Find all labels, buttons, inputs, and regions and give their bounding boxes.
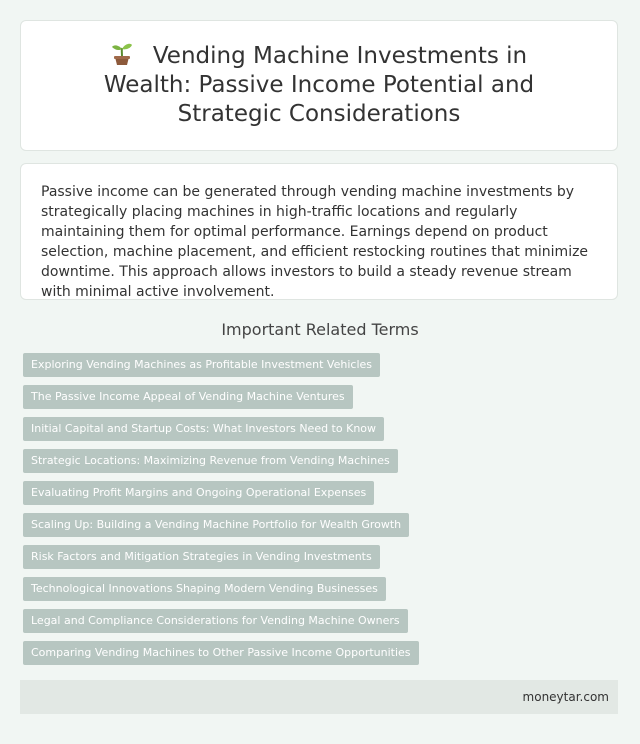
footer (20, 680, 618, 714)
list-item (23, 417, 419, 441)
title-text: Vending Machine Investments in Wealth: Passive Income Potential and Strategic Considerations (103, 43, 535, 127)
title-card (20, 20, 618, 151)
related-term-tag[interactable]: The Passive Income Appeal of Vending Machine Ventures (23, 385, 353, 409)
list-item (23, 481, 419, 505)
related-term-tag[interactable]: Initial Capital and Startup Costs: What Investors Need to Know (23, 417, 384, 441)
list-item (23, 545, 419, 569)
related-term-tag[interactable]: Risk Factors and Mitigation Strategies in Vending Investments (23, 545, 380, 569)
summary-card (20, 163, 618, 300)
related-terms-list (23, 353, 419, 673)
list-item (23, 385, 419, 409)
list-item (23, 609, 419, 633)
related-term-tag[interactable]: Strategic Locations: Maximizing Revenue from Vending Machines (23, 449, 398, 473)
related-term-tag[interactable]: Technological Innovations Shaping Modern Vending Businesses (23, 577, 386, 601)
footer-site-name: moneytar.com (522, 690, 609, 704)
related-term-tag[interactable]: Evaluating Profit Margins and Ongoing Operational Expenses (23, 481, 374, 505)
related-term-tag[interactable]: Legal and Compliance Considerations for Vending Machine Owners (23, 609, 408, 633)
list-item (23, 513, 419, 537)
list-item (23, 449, 419, 473)
summary-text: Passive income can be generated through vending machine investments by strategically placing machines in high-traffic locations and regularly maintaining them for optimal performance. Earnings depend on product selection, machine placement, and efficient restocking routines that minimize downtime. This approach allows investors to build a steady revenue stream with minimal active involvement. (41, 184, 589, 300)
page-title (69, 42, 569, 129)
list-item (23, 577, 419, 601)
list-item (23, 641, 419, 665)
related-terms-heading: Important Related Terms (221, 320, 419, 339)
related-term-tag[interactable]: Scaling Up: Building a Vending Machine Portfolio for Wealth Growth (23, 513, 409, 537)
related-term-tag[interactable]: Exploring Vending Machines as Profitable Investment Vehicles (23, 353, 380, 377)
related-term-tag[interactable]: Comparing Vending Machines to Other Passive Income Opportunities (23, 641, 419, 665)
list-item (23, 353, 419, 377)
sprout-icon (111, 42, 133, 66)
